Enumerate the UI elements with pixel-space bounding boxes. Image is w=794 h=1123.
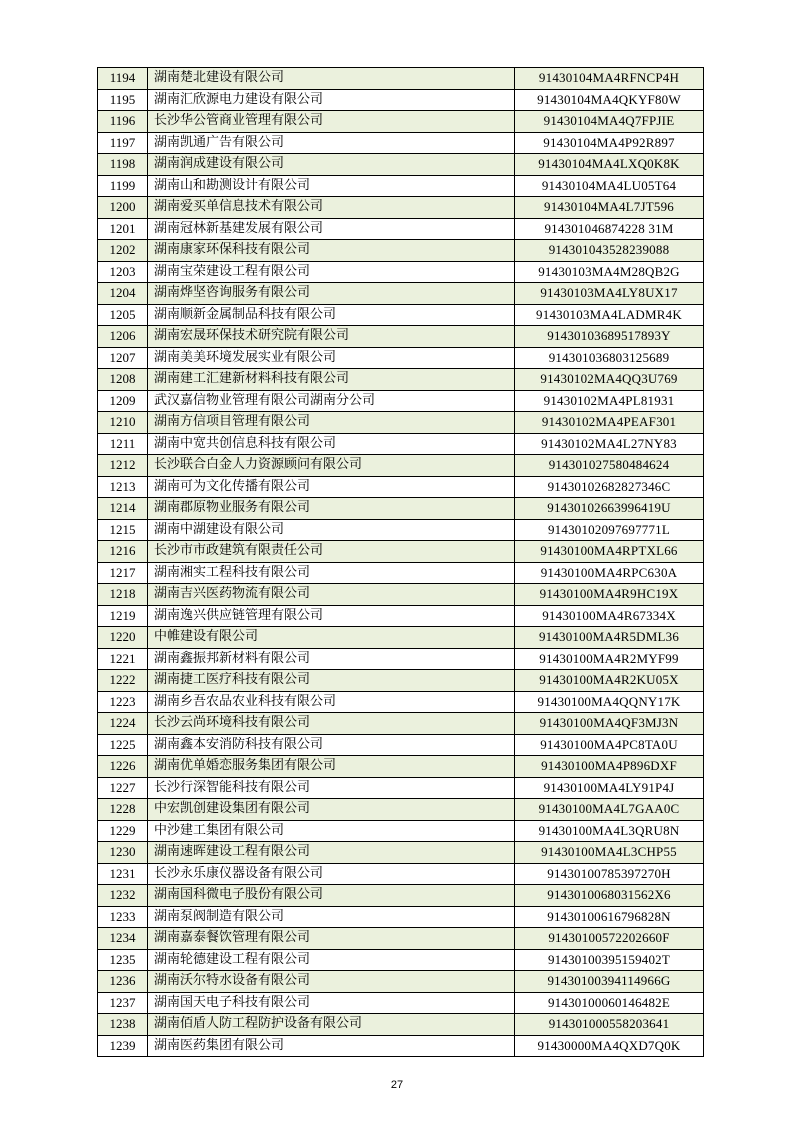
company-name-cell: 武汉嘉信物业管理有限公司湖南分公司 [148,390,515,412]
row-number-cell: 1237 [98,992,148,1014]
row-number-cell: 1239 [98,1035,148,1057]
table-row [98,734,704,756]
credit-code-cell: 914301027580484624 [515,455,704,477]
company-name-cell: 长沙云尚环境科技有限公司 [148,713,515,735]
company-name-cell: 湖南医药集团有限公司 [148,1035,515,1057]
credit-code-cell: 91430103MA4LADMR4K [515,304,704,326]
row-number-cell: 1209 [98,390,148,412]
table-row [98,777,704,799]
credit-code-cell: 91430104MA4QKYF80W [515,89,704,111]
credit-code-cell: 91430100MA4R2KU05X [515,670,704,692]
credit-code-cell: 91430100785397270H [515,863,704,885]
credit-code-cell: 91430100395159402T [515,949,704,971]
credit-code-cell: 91430103MA4M28QB2G [515,261,704,283]
table-row [98,670,704,692]
table-body [98,68,704,1057]
company-name-cell: 湖南宝荣建设工程有限公司 [148,261,515,283]
company-name-cell: 湖南湘实工程科技有限公司 [148,562,515,584]
row-number-cell: 1212 [98,455,148,477]
table-row [98,541,704,563]
row-number-cell: 1204 [98,283,148,305]
credit-code-cell: 91430102097697771L [515,519,704,541]
row-number-cell: 1225 [98,734,148,756]
credit-code-cell: 91430100MA4P896DXF [515,756,704,778]
credit-code-cell: 91430102682827346C [515,476,704,498]
row-number-cell: 1203 [98,261,148,283]
credit-code-cell: 91430000MA4QXD7Q0K [515,1035,704,1057]
table-row [98,605,704,627]
row-number-cell: 1221 [98,648,148,670]
table-row [98,519,704,541]
credit-code-cell: 91430100MA4R2MYF99 [515,648,704,670]
table-row [98,562,704,584]
row-number-cell: 1196 [98,111,148,133]
row-number-cell: 1219 [98,605,148,627]
company-name-cell: 长沙市市政建筑有限责任公司 [148,541,515,563]
company-name-cell: 湖南宏晟环保技术研究院有限公司 [148,326,515,348]
row-number-cell: 1202 [98,240,148,262]
company-name-cell: 湖南泵阀制造有限公司 [148,906,515,928]
row-number-cell: 1201 [98,218,148,240]
table-row [98,111,704,133]
table-row [98,283,704,305]
row-number-cell: 1236 [98,971,148,993]
row-number-cell: 1231 [98,863,148,885]
credit-code-cell: 91430100MA4RPTXL66 [515,541,704,563]
company-name-cell: 湖南速晖建设工程有限公司 [148,842,515,864]
row-number-cell: 1216 [98,541,148,563]
row-number-cell: 1233 [98,906,148,928]
row-number-cell: 1205 [98,304,148,326]
table-row [98,584,704,606]
credit-code-cell: 91430100572202660F [515,928,704,950]
credit-code-cell: 914301043528239088 [515,240,704,262]
company-name-cell: 湖南沃尔特水设备有限公司 [148,971,515,993]
company-name-cell: 湖南山和勘测设计有限公司 [148,175,515,197]
table-row [98,476,704,498]
table-row [98,175,704,197]
table-row [98,132,704,154]
company-name-cell: 湖南鑫本安消防科技有限公司 [148,734,515,756]
row-number-cell: 1228 [98,799,148,821]
row-number-cell: 1197 [98,132,148,154]
credit-code-cell: 91430100MA4RPC630A [515,562,704,584]
credit-code-cell: 9143010068031562X6 [515,885,704,907]
row-number-cell: 1220 [98,627,148,649]
company-name-cell: 湖南中湖建设有限公司 [148,519,515,541]
company-name-cell: 湖南佰盾人防工程防护设备有限公司 [148,1014,515,1036]
company-name-cell: 长沙行深智能科技有限公司 [148,777,515,799]
credit-code-cell: 914301036803125689 [515,347,704,369]
table-row [98,992,704,1014]
credit-code-cell: 914301000558203641 [515,1014,704,1036]
table-row [98,326,704,348]
credit-code-cell: 91430100MA4R5DML36 [515,627,704,649]
credit-code-cell: 91430100MA4L7GAA0C [515,799,704,821]
company-name-cell: 湖南楚北建设有限公司 [148,68,515,90]
row-number-cell: 1235 [98,949,148,971]
table-row [98,498,704,520]
company-name-cell: 湖南建工汇建新材料科技有限公司 [148,369,515,391]
table-row [98,261,704,283]
table-row [98,89,704,111]
row-number-cell: 1217 [98,562,148,584]
company-name-cell: 中沙建工集团有限公司 [148,820,515,842]
table-row [98,949,704,971]
table-row [98,390,704,412]
company-name-cell: 湖南中宽共创信息科技有限公司 [148,433,515,455]
company-name-cell: 湖南优单婚恋服务集团有限公司 [148,756,515,778]
credit-code-cell: 91430104MA4RFNCP4H [515,68,704,90]
company-name-cell: 湖南鑫振邦新材料有限公司 [148,648,515,670]
row-number-cell: 1207 [98,347,148,369]
credit-code-cell: 91430102MA4QQ3U769 [515,369,704,391]
credit-code-cell: 91430100MA4R9HC19X [515,584,704,606]
row-number-cell: 1214 [98,498,148,520]
company-name-cell: 湖南乡吾农品农业科技有限公司 [148,691,515,713]
table-row [98,197,704,219]
row-number-cell: 1213 [98,476,148,498]
row-number-cell: 1210 [98,412,148,434]
credit-code-cell: 91430104MA4LU05T64 [515,175,704,197]
company-registry-table [97,67,704,1057]
table-row [98,455,704,477]
table-row [98,713,704,735]
credit-code-cell: 91430100MA4L3QRU8N [515,820,704,842]
table-row [98,820,704,842]
credit-code-cell: 91430104MA4LXQ0K8K [515,154,704,176]
row-number-cell: 1229 [98,820,148,842]
company-name-cell: 湖南烨坚咨询服务有限公司 [148,283,515,305]
credit-code-cell: 91430102MA4PEAF301 [515,412,704,434]
credit-code-cell: 91430103MA4LY8UX17 [515,283,704,305]
company-name-cell: 湖南爱买单信息技术有限公司 [148,197,515,219]
table-row [98,885,704,907]
company-name-cell: 湖南汇欣源电力建设有限公司 [148,89,515,111]
company-name-cell: 长沙永乐康仪器设备有限公司 [148,863,515,885]
credit-code-cell: 91430100MA4L3CHP55 [515,842,704,864]
credit-code-cell: 91430100MA4QF3MJ3N [515,713,704,735]
table-row [98,1035,704,1057]
row-number-cell: 1208 [98,369,148,391]
table-row [98,218,704,240]
row-number-cell: 1198 [98,154,148,176]
row-number-cell: 1200 [98,197,148,219]
row-number-cell: 1194 [98,68,148,90]
table-row [98,648,704,670]
row-number-cell: 1232 [98,885,148,907]
table-row [98,304,704,326]
company-name-cell: 湖南康家环保科技有限公司 [148,240,515,262]
table-row [98,928,704,950]
table-row [98,842,704,864]
credit-code-cell: 91430104MA4Q7FPJIE [515,111,704,133]
company-name-cell: 长沙华公管商业管理有限公司 [148,111,515,133]
credit-code-cell: 91430104MA4P92R897 [515,132,704,154]
company-name-cell: 湖南吉兴医药物流有限公司 [148,584,515,606]
company-name-cell: 湖南郡原物业服务有限公司 [148,498,515,520]
company-name-cell: 湖南国天电子科技有限公司 [148,992,515,1014]
company-name-cell: 湖南顺新金属制品科技有限公司 [148,304,515,326]
table-row [98,799,704,821]
company-name-cell: 湖南凯通广告有限公司 [148,132,515,154]
credit-code-cell: 91430104MA4L7JT596 [515,197,704,219]
company-name-cell: 湖南逸兴供应链管理有限公司 [148,605,515,627]
credit-code-cell: 91430102663996419U [515,498,704,520]
table-row [98,906,704,928]
credit-code-cell: 91430100MA4QQNY17K [515,691,704,713]
row-number-cell: 1211 [98,433,148,455]
table-row [98,412,704,434]
company-name-cell: 长沙联合白金人力资源顾问有限公司 [148,455,515,477]
credit-code-cell: 91430100MA4PC8TA0U [515,734,704,756]
credit-code-cell: 91430100MA4R67334X [515,605,704,627]
credit-code-cell: 91430100MA4LY91P4J [515,777,704,799]
credit-code-cell: 91430100060146482E [515,992,704,1014]
row-number-cell: 1230 [98,842,148,864]
table-row [98,971,704,993]
credit-code-cell: 91430102MA4L27NY83 [515,433,704,455]
row-number-cell: 1199 [98,175,148,197]
credit-code-cell: 91430103689517893Y [515,326,704,348]
credit-code-cell: 91430102MA4PL81931 [515,390,704,412]
table-row [98,863,704,885]
row-number-cell: 1206 [98,326,148,348]
row-number-cell: 1238 [98,1014,148,1036]
company-name-cell: 湖南国科微电子股份有限公司 [148,885,515,907]
table-row [98,240,704,262]
company-name-cell: 湖南美美环境发展实业有限公司 [148,347,515,369]
row-number-cell: 1227 [98,777,148,799]
row-number-cell: 1195 [98,89,148,111]
credit-code-cell: 91430100394114966G [515,971,704,993]
table-row [98,627,704,649]
company-name-cell: 湖南轮德建设工程有限公司 [148,949,515,971]
company-name-cell: 湖南嘉泰餐饮管理有限公司 [148,928,515,950]
table-row [98,691,704,713]
credit-code-cell: 91430100616796828N [515,906,704,928]
row-number-cell: 1234 [98,928,148,950]
table-row [98,154,704,176]
table-row [98,1014,704,1036]
row-number-cell: 1218 [98,584,148,606]
row-number-cell: 1222 [98,670,148,692]
row-number-cell: 1223 [98,691,148,713]
company-name-cell: 湖南冠林新基建发展有限公司 [148,218,515,240]
company-name-cell: 湖南方信项目管理有限公司 [148,412,515,434]
page-number: 27 [390,1079,404,1091]
row-number-cell: 1224 [98,713,148,735]
company-name-cell: 中宏凯创建设集团有限公司 [148,799,515,821]
table-row [98,347,704,369]
table-row [98,433,704,455]
company-name-cell: 湖南润成建设有限公司 [148,154,515,176]
company-name-cell: 湖南捷工医疗科技有限公司 [148,670,515,692]
company-name-cell: 中帷建设有限公司 [148,627,515,649]
table-row [98,68,704,90]
company-name-cell: 湖南可为文化传播有限公司 [148,476,515,498]
table-row [98,756,704,778]
row-number-cell: 1215 [98,519,148,541]
row-number-cell: 1226 [98,756,148,778]
table-row [98,369,704,391]
credit-code-cell: 914301046874228 31M [515,218,704,240]
